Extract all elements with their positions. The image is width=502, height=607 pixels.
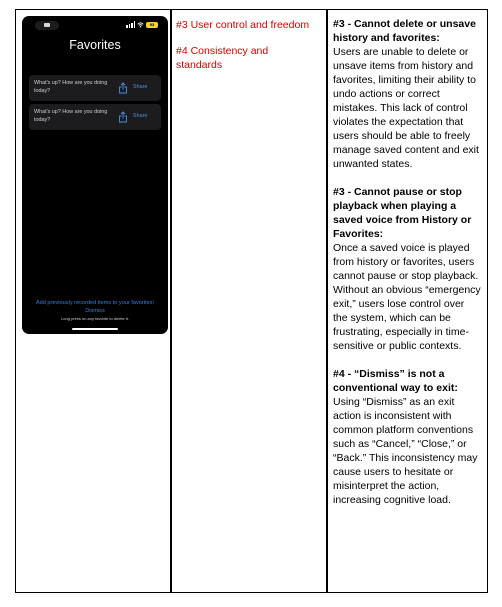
- signal-icon: [126, 21, 135, 28]
- finding: [333, 367, 481, 507]
- finding-heading: #3 - Cannot pause or stop playback when playing a saved voice from History or Favorites:: [333, 186, 472, 240]
- wifi-icon: [137, 22, 144, 28]
- share-icon[interactable]: [118, 111, 128, 123]
- phone-screenshot: [22, 16, 168, 334]
- share-button[interactable]: Share: [133, 113, 148, 119]
- favorite-text: What's up? How are you doing today?: [34, 109, 108, 123]
- favorite-item[interactable]: [29, 75, 161, 101]
- page-title: Favorites: [69, 38, 121, 52]
- home-indicator: [72, 328, 118, 330]
- finding-heading: #3 - Cannot delete or unsave history and favorites:: [333, 18, 476, 44]
- camera-indicator: [35, 21, 59, 30]
- share-icon[interactable]: [118, 82, 128, 94]
- column-divider: [170, 10, 172, 592]
- status-icons: [126, 21, 158, 28]
- favorite-item[interactable]: [29, 104, 161, 130]
- heuristic-label: #4 Consistency and standards: [176, 45, 269, 71]
- empty-hint-link[interactable]: Add previously recorded items to your favorites!: [35, 300, 155, 306]
- column-divider: [326, 10, 328, 592]
- share-button[interactable]: Share: [133, 84, 148, 90]
- finding: [333, 185, 481, 353]
- finding-body: Once a saved voice is played from history or favorites, users cannot pause or stop playback. Without an obvious “emergency exit,” users lose control over the system, which can be frustrating, especially in time-sensitive or public contexts.: [333, 242, 481, 352]
- finding-body: Users are unable to delete or unsave items from history and favorites, limiting their ability to undo actions or correct mistakes. This lack of control violates the expectation that users should be able to freely manage saved content and exit unwanted states.: [333, 46, 479, 170]
- battery-icon: 93: [146, 22, 158, 28]
- finding-body: Using “Dismiss” as an exit action is inconsistent with common platform conventions such as “Cancel,” “Close,” or “Back.” This inconsistency may cause users to hesitate or misinterpret the action, increasing cognitive load.: [333, 396, 478, 506]
- findings-column: [333, 17, 481, 521]
- finding-heading: #4 - “Dismiss” is not a conventional way to exit:: [333, 368, 458, 394]
- status-bar: [22, 21, 168, 33]
- heuristic-label: #3 User control and freedom: [176, 19, 310, 31]
- favorite-text: What's up? How are you doing today?: [34, 80, 108, 94]
- delete-hint-text: Long press on any favorite to delete it.: [61, 316, 129, 321]
- video-icon: [44, 23, 50, 27]
- finding: [333, 17, 481, 171]
- dismiss-button[interactable]: Dismiss: [85, 308, 105, 314]
